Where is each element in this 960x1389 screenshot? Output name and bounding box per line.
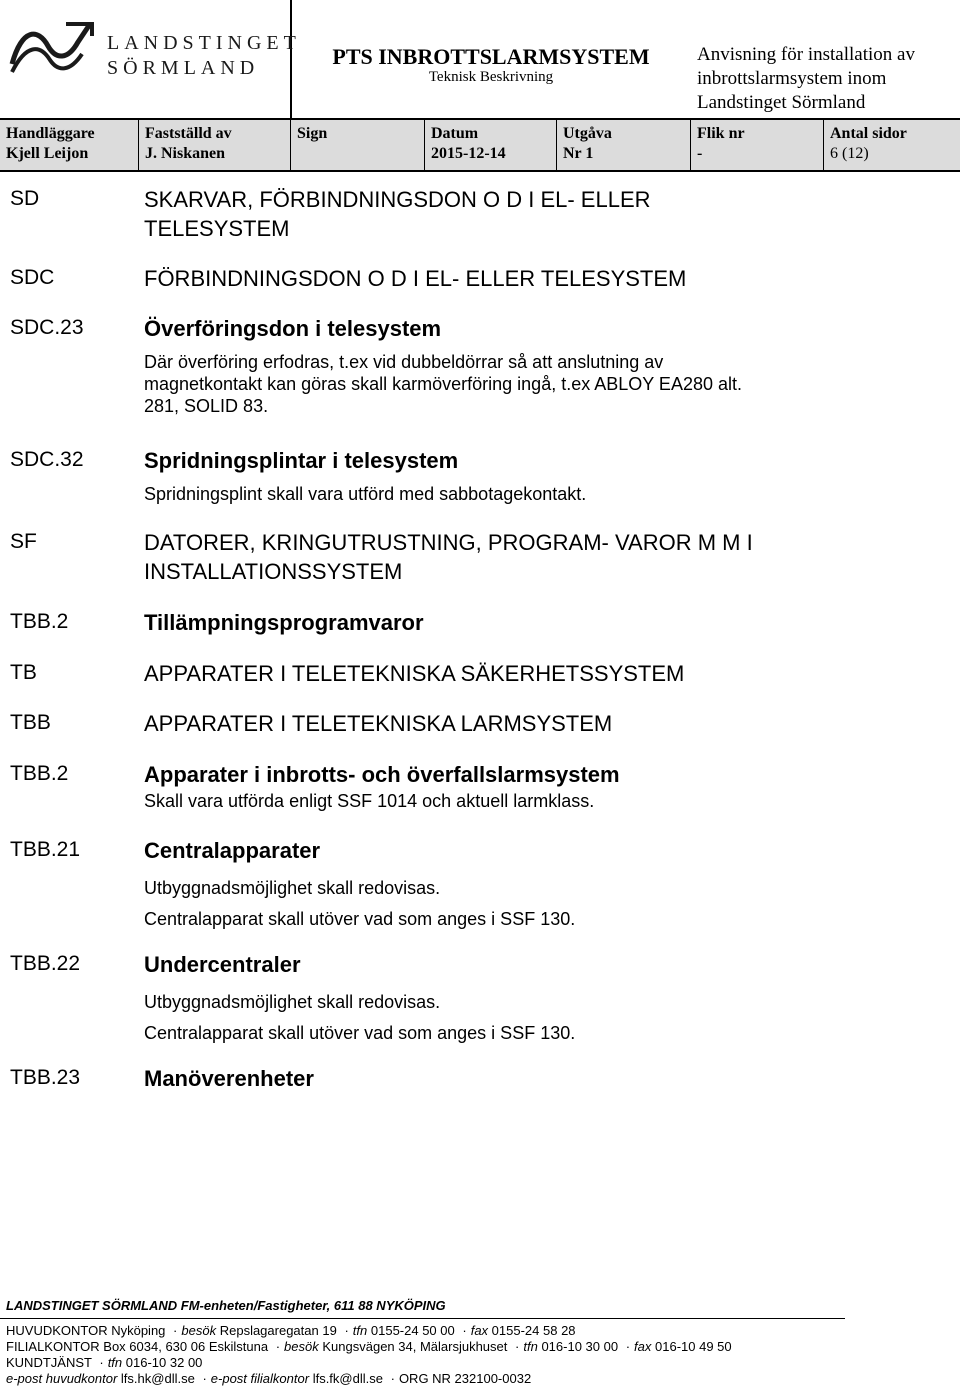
- section-heading: Spridningsplintar i telesystem: [144, 448, 459, 473]
- footer-title: LANDSTINGET SÖRMLAND FM-enheten/Fastigheter, 611 88 NYKÖPING: [6, 1298, 446, 1313]
- section-text: [144, 873, 575, 935]
- section-code: SDC.23: [10, 316, 84, 339]
- text-line: Utbyggnadsmöjlighet skall redovisas.: [144, 878, 441, 898]
- section-text: Skall vara utförda enligt SSF 1014 och aktuell larmklass.: [144, 791, 595, 811]
- separator-dot-icon: ·: [625, 1339, 631, 1354]
- section-heading: Undercentraler: [144, 952, 301, 977]
- footer-label: tfn: [352, 1323, 368, 1338]
- meta-label: Sign: [297, 125, 328, 142]
- footer-text: 0155-24 50 00: [370, 1323, 455, 1338]
- separator-dot-icon: ·: [202, 1371, 207, 1386]
- heading-line: DATORER, KRINGUTRUSTNING, PROGRAM- VAROR M M I: [144, 530, 753, 555]
- footer-text: KUNDTJÄNST: [6, 1355, 92, 1370]
- section-heading: Överföringsdon i telesystem: [144, 316, 442, 341]
- heading-line: INSTALLATIONSSYSTEM: [144, 559, 403, 584]
- section-code: TBB.22: [10, 952, 81, 975]
- logo-text-line1: LANDSTINGET: [107, 32, 301, 54]
- instruction-line: inbrottslarmsystem inom: [697, 68, 887, 89]
- document-title: PTS INBROTTSLARMSYSTEM: [332, 44, 650, 69]
- heading-line: SKARVAR, FÖRBINDNINGSDON O D I EL- ELLER: [144, 187, 651, 212]
- meta-value: -: [697, 145, 703, 162]
- footer-text: Kungsvägen 34, Mälarsjukhuset: [322, 1339, 508, 1354]
- meta-utgava: [557, 120, 690, 170]
- separator-dot-icon: ·: [515, 1339, 520, 1354]
- footer-divider: [0, 1318, 845, 1319]
- section-code: TB: [10, 661, 37, 684]
- footer-label: e-post huvudkontor: [6, 1371, 118, 1386]
- section-code: TBB.23: [10, 1066, 81, 1089]
- section-code: TBB.21: [10, 838, 81, 861]
- footer-line-epost: [6, 1371, 531, 1386]
- meta-label: Handläggare: [6, 125, 95, 142]
- meta-label: Utgåva: [563, 125, 612, 142]
- footer-text: HUVUDKONTOR Nyköping: [6, 1323, 166, 1338]
- footer-email[interactable]: lfs.hk@dll.se: [120, 1371, 195, 1386]
- meta-value: 2015-12-14: [431, 145, 506, 162]
- section-text: Spridningsplint skall vara utförd med sabbotagekontakt.: [144, 484, 587, 504]
- footer-text: FILIALKONTOR Box 6034, 630 06 Eskilstuna: [6, 1339, 269, 1354]
- landstinget-logo-icon: [8, 20, 94, 76]
- meta-antal-sidor: [824, 120, 960, 170]
- section-heading: Centralapparater: [144, 838, 321, 863]
- section-code: SF: [10, 530, 37, 553]
- footer-email[interactable]: lfs.fk@dll.se: [312, 1371, 383, 1386]
- footer-text: 016-10 49 50: [655, 1339, 732, 1354]
- footer-text: Repslagaregatan 19: [219, 1323, 337, 1338]
- meta-sign: [291, 120, 423, 170]
- section-code: SDC: [10, 266, 55, 289]
- meta-datum: [425, 120, 555, 170]
- section-code: TBB: [10, 711, 51, 734]
- meta-flik: [691, 120, 823, 170]
- meta-value: Nr 1: [563, 145, 594, 162]
- text-line: Centralapparat skall utöver vad som anges i SSF 130.: [144, 1023, 576, 1043]
- footer-line-kundtjanst: [6, 1355, 202, 1370]
- footer-label: besök: [181, 1323, 217, 1338]
- text-line: 281, SOLID 83.: [144, 396, 269, 416]
- metadata-divider: [0, 170, 960, 172]
- section-code: TBB.2: [10, 762, 69, 785]
- meta-label: Flik nr: [697, 125, 745, 142]
- separator-dot-icon: ·: [462, 1323, 467, 1338]
- section-heading: Tillämpningsprogramvaror: [144, 610, 424, 635]
- section-heading: FÖRBINDNINGSDON O D I EL- ELLER TELESYSTEM: [144, 266, 687, 291]
- section-code: SDC.32: [10, 448, 84, 471]
- footer-org-number: ORG NR 232100-0032: [398, 1371, 532, 1386]
- meta-faststalld: [139, 120, 289, 170]
- meta-label: Fastställd av: [145, 125, 232, 142]
- logo-text-line2: SÖRMLAND: [107, 57, 260, 79]
- meta-value: J. Niskanen: [145, 145, 226, 162]
- separator-dot-icon: ·: [99, 1355, 104, 1370]
- text-line: Centralapparat skall utöver vad som anges i SSF 130.: [144, 909, 576, 929]
- text-line: Där överföring erfodras, t.ex vid dubbeldörrar så att anslutning av: [144, 352, 664, 372]
- footer-text: 016-10 30 00: [541, 1339, 619, 1354]
- footer-text: 016-10 32 00: [125, 1355, 203, 1370]
- meta-handlaggare: [0, 120, 138, 170]
- separator-dot-icon: ·: [173, 1323, 178, 1338]
- footer-label: besök: [284, 1339, 319, 1354]
- footer-line-filialkontor: [6, 1339, 732, 1354]
- section-code: TBB.2: [10, 610, 69, 633]
- section-heading: [144, 187, 651, 242]
- meta-value: Kjell Leijon: [6, 145, 89, 162]
- logo-area: [2, 0, 301, 118]
- separator-dot-icon: ·: [275, 1339, 281, 1354]
- meta-value: 6 (12): [830, 145, 869, 162]
- footer-label: fax: [634, 1339, 652, 1354]
- section-heading: APPARATER I TELETEKNISKA SÄKERHETSSYSTEM: [144, 661, 685, 686]
- meta-label: Datum: [431, 125, 479, 142]
- separator-dot-icon: ·: [390, 1371, 395, 1386]
- meta-label: Antal sidor: [830, 125, 907, 142]
- section-heading: Manöverenheter: [144, 1066, 314, 1091]
- section-heading: Apparater i inbrotts- och överfallslarmsystem: [144, 762, 620, 787]
- text-line: Utbyggnadsmöjlighet skall redovisas.: [144, 992, 441, 1012]
- footer-label: e-post filialkontor: [210, 1371, 310, 1386]
- separator-dot-icon: ·: [344, 1323, 349, 1338]
- document-instruction: [697, 43, 959, 115]
- instruction-line: Anvisning för installation av: [697, 44, 915, 65]
- section-heading: APPARATER I TELETEKNISKA LARMSYSTEM: [144, 711, 613, 736]
- footer-label: tfn: [523, 1339, 538, 1354]
- section-code: SD: [10, 187, 40, 210]
- footer-label: fax: [470, 1323, 489, 1338]
- footer-label: tfn: [107, 1355, 123, 1370]
- footer-line-huvudkontor: [6, 1323, 576, 1338]
- section-heading: [144, 530, 753, 585]
- heading-line: TELESYSTEM: [144, 216, 290, 241]
- text-line: magnetkontakt kan göras skall karmöverföring ingå, t.ex ABLOY EA280 alt.: [144, 374, 742, 394]
- document-header: [0, 0, 960, 120]
- footer-text: 0155-24 58 28: [491, 1323, 576, 1338]
- document-subtitle: Teknisk Beskrivning: [428, 69, 554, 85]
- section-text: [144, 351, 742, 417]
- section-text: [144, 987, 575, 1049]
- instruction-line: Landstinget Sörmland: [697, 92, 866, 113]
